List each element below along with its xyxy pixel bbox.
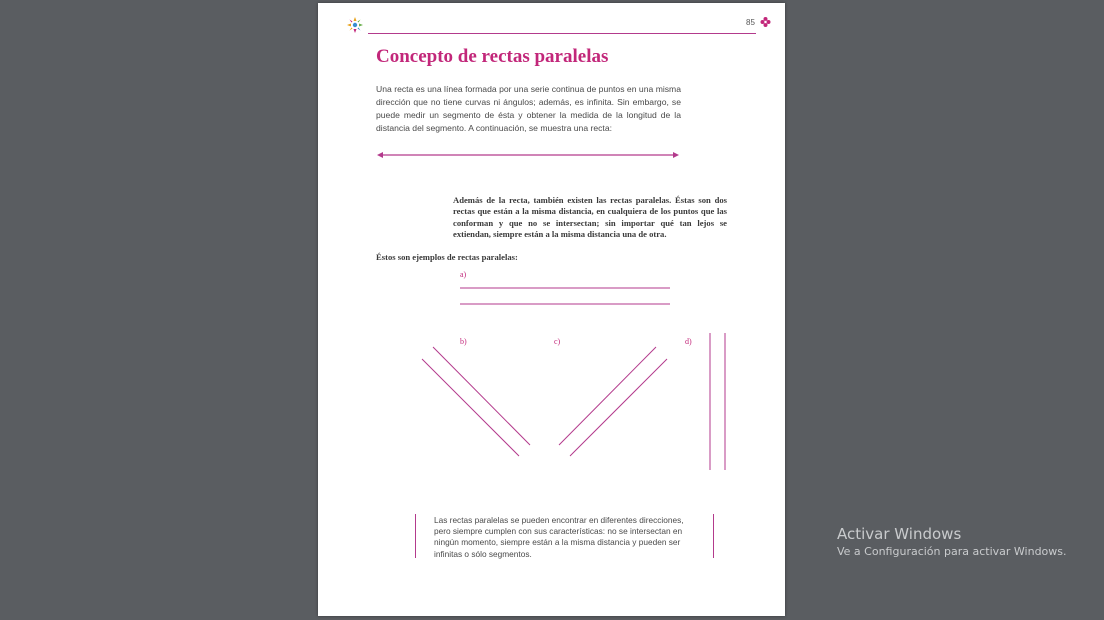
activation-watermark <box>837 524 1067 560</box>
page-number: 85 <box>746 18 755 27</box>
parallel-lines-d <box>710 333 725 470</box>
example-label-a: a) <box>460 270 467 279</box>
page-title: Concepto de rectas paralelas <box>376 46 609 67</box>
straight-line-figure <box>377 152 679 158</box>
example-label-b: b) <box>460 337 467 346</box>
parallel-lines-b <box>422 347 530 456</box>
example-label-c: c) <box>554 337 561 346</box>
intro-paragraph: Una recta es una línea formada por una serie continua de puntos en una misma dirección que no tiene curvas ni ángulos; además, es infinita. Sin embargo, se puede medir un segmento de ésta y obtener la medida de la longitud de la distancia del segmento. A continuación, se muestra una recta: <box>376 84 681 133</box>
watermark-subtitle: Ve a Configuración para activar Windows. <box>837 545 1067 558</box>
example-label-d: d) <box>685 337 692 346</box>
header-rule <box>368 33 756 34</box>
watermark-title: Activar Windows <box>837 525 962 543</box>
note-text: Las rectas paralelas se pueden encontrar en diferentes direcciones, pero siempre cumplen con sus características: no se intersectan en ningún momento, siempre están a la misma distancia y pueden ser infinitas o sólo segmentos. <box>434 515 684 559</box>
parallel-lines-c <box>559 347 667 456</box>
flower-icon <box>760 16 771 28</box>
examples-heading: Éstos son ejemplos de rectas paralelas: <box>376 252 518 262</box>
definition-paragraph: Además de la recta, también existen las rectas paralelas. Éstas son dos rectas que están a la misma distancia, en cualquiera de los puntos que las conforman y que no se intersectan; sin importar qué tan lejos se extiendan, siempre están a la misma distancia una de otra. <box>453 195 727 239</box>
note-box <box>415 514 714 558</box>
document-page <box>318 3 785 616</box>
parallel-lines-a <box>460 288 670 304</box>
logo-icon <box>345 15 365 35</box>
